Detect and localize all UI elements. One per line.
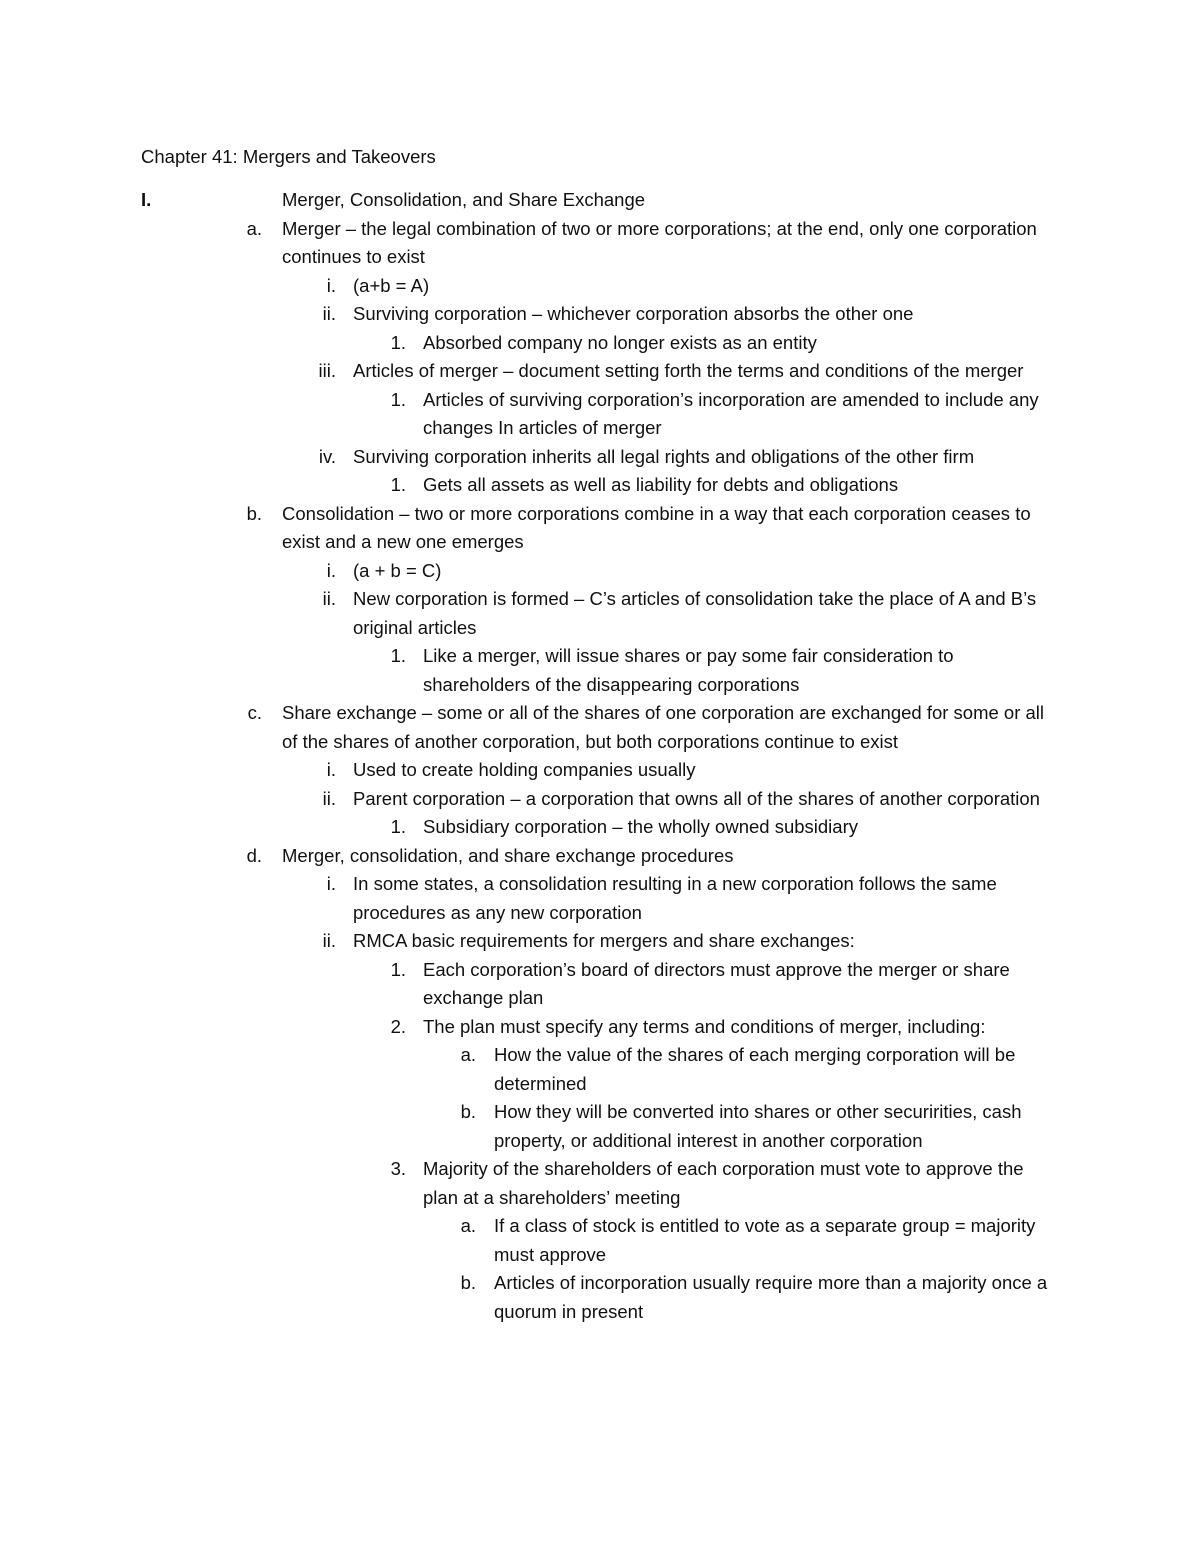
list-item-text: Consolidation – two or more corporations combine in a way that each corporation ceases to exist and a new one emerges <box>282 502 1031 552</box>
outline-item-level-3 <box>0 357 1200 386</box>
outline-item-level-2 <box>0 215 1200 272</box>
list-marker: a. <box>460 1215 476 1236</box>
list-item-text: Surviving corporation – whichever corporation absorbs the other one <box>353 303 914 324</box>
outline-item-level-2 <box>0 500 1200 557</box>
list-item-text: Merger, consolidation, and share exchange procedures <box>282 844 734 866</box>
outline-item-level-4 <box>0 813 1200 842</box>
list-item-text: Gets all assets as well as liability for debts and obligations <box>423 474 899 495</box>
list-marker: 1. <box>390 958 406 980</box>
outline-item-level-4 <box>0 471 1200 500</box>
list-item-text: Each corporation’s board of directors must approve the merger or share exchange plan <box>423 958 1010 1008</box>
list-marker: ii. <box>322 930 336 951</box>
list-marker: 1. <box>390 388 406 410</box>
outline-item-level-5 <box>0 1098 1200 1155</box>
list-marker: b. <box>246 502 262 524</box>
outline-item-level-5 <box>0 1212 1200 1269</box>
outline-item-level-3 <box>0 557 1200 586</box>
list-marker: 1. <box>390 474 406 495</box>
list-item-text: Majority of the shareholders of each corporation must vote to approve the plan at a shareholders’ meeting <box>423 1158 1024 1208</box>
list-marker: b. <box>460 1101 476 1122</box>
outline-item-level-3 <box>0 785 1200 814</box>
list-marker: ii. <box>322 787 336 809</box>
list-item-text: The plan must specify any terms and conditions of merger, including: <box>423 1015 986 1037</box>
list-marker: 2. <box>390 1015 406 1037</box>
outline-item-level-4 <box>0 1155 1200 1212</box>
outline-item-level-3 <box>0 443 1200 472</box>
outline-item-level-4 <box>0 642 1200 699</box>
list-item-text: Merger – the legal combination of two or more corporations; at the end, only one corporation continues to exist <box>282 217 1037 267</box>
list-item-text: (a+b = A) <box>353 274 430 296</box>
list-item-text: RMCA basic requirements for mergers and share exchanges: <box>353 930 855 951</box>
list-marker: a. <box>246 217 262 239</box>
list-item-text: Parent corporation – a corporation that owns all of the shares of another corporation <box>353 787 1040 809</box>
outline-item-level-3 <box>0 585 1200 642</box>
list-item-text: How the value of the shares of each merging corporation will be determined <box>494 1044 1016 1094</box>
list-marker: a. <box>460 1044 476 1065</box>
list-item-text: Like a merger, will issue shares or pay some fair consideration to shareholders of the disappearing corporations <box>423 645 954 695</box>
outline-item-level-5 <box>0 1269 1200 1326</box>
outline-item-level-4 <box>0 329 1200 358</box>
outline-item-level-2 <box>0 699 1200 756</box>
list-marker: I. <box>141 189 152 210</box>
list-item-text: Articles of incorporation usually require more than a majority once a quorum in present <box>494 1272 1048 1322</box>
outline-item-level-4 <box>0 386 1200 443</box>
list-marker: 1. <box>390 816 406 837</box>
outline-item-level-3 <box>0 756 1200 785</box>
outline-item-level-2 <box>0 842 1200 871</box>
list-marker: i. <box>326 873 336 894</box>
list-marker: i. <box>326 759 336 780</box>
page-title: Chapter 41: Mergers and Takeovers <box>141 146 436 167</box>
outline-item-level-5 <box>0 1041 1200 1098</box>
list-marker: i. <box>326 274 336 296</box>
list-marker: 1. <box>390 645 406 666</box>
outline-item-level-1 <box>0 186 1200 215</box>
list-item-text: Absorbed company no longer exists as an entity <box>423 331 817 353</box>
list-item-text: In some states, a consolidation resulting in a new corporation follows the same procedures as any new corporation <box>353 873 997 923</box>
list-marker: ii. <box>322 303 336 324</box>
list-item-text: Surviving corporation inherits all legal rights and obligations of the other firm <box>353 445 975 467</box>
list-item-text: Articles of merger – document setting forth the terms and conditions of the merger <box>353 360 1024 381</box>
list-marker: iv. <box>318 445 336 467</box>
list-marker: 3. <box>390 1158 406 1179</box>
list-item-text: Used to create holding companies usually <box>353 759 696 780</box>
list-marker: 1. <box>390 331 406 353</box>
list-item-text: Subsidiary corporation – the wholly owned subsidiary <box>423 816 858 837</box>
outline-list <box>0 186 1200 1326</box>
list-item-text: New corporation is formed – C’s articles of consolidation take the place of A and B’s original articles <box>353 588 1037 638</box>
list-marker: iii. <box>318 360 336 381</box>
outline-item-level-4 <box>0 956 1200 1013</box>
outline-item-level-3 <box>0 272 1200 301</box>
outline-item-level-4 <box>0 1013 1200 1042</box>
list-item-text: Share exchange – some or all of the shares of one corporation are exchanged for some or all of the shares of another corporation, but both corporations continue to exist <box>282 702 1045 752</box>
list-item-text: If a class of stock is entitled to vote as a separate group = majority must approve <box>494 1215 1036 1265</box>
list-marker: c. <box>247 702 262 723</box>
list-marker: i. <box>326 559 336 581</box>
list-item-text: Merger, Consolidation, and Share Exchange <box>282 189 646 210</box>
list-item-text: Articles of surviving corporation’s incorporation are amended to include any changes In articles of merger <box>423 388 1039 438</box>
list-item-text: (a + b = C) <box>353 559 442 581</box>
list-marker: b. <box>460 1272 476 1293</box>
list-item-text: How they will be converted into shares or other securirities, cash property, or additional interest in another corporation <box>494 1101 1022 1151</box>
outline-item-level-3 <box>0 870 1200 927</box>
list-marker: d. <box>246 844 262 866</box>
outline-item-level-3 <box>0 927 1200 956</box>
list-marker: ii. <box>322 588 336 609</box>
outline-item-level-3 <box>0 300 1200 329</box>
